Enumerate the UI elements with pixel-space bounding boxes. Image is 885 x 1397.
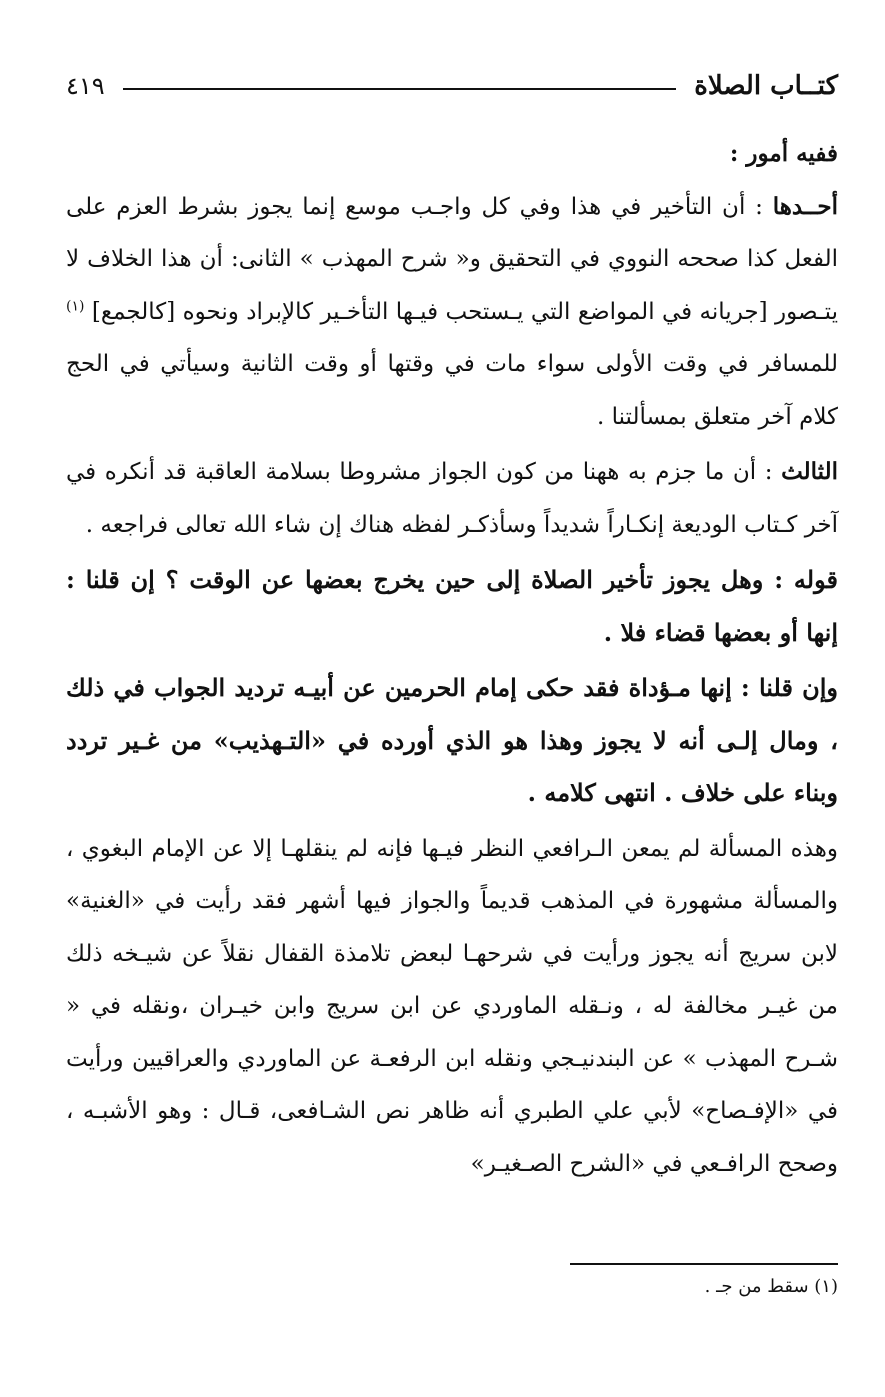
page-number: ٤١٩ bbox=[66, 72, 105, 100]
page-header bbox=[66, 66, 838, 106]
quoted-passage-two: وإن قلنا : إنها مـؤداة فقد حكى إمام الحرمين عن أبيـه ترديد الجواب في ذلك ، ومال إلـى أنه لا يجوز وهذا هو الذي أورده في «التـهذيب» من غـير تردد وبناء على خلاف . انتهى كلامه . bbox=[66, 673, 838, 807]
paragraph-first-text-a: : أن التأخير في هذا وفي كل واجـب موسع إنما يجوز بشرط العزم على الفعل كذا صححه النووي في التحقيق و« شرح المهذب » الثانى: أن هذا الخلاف لا يتـصور [جريانه في المواضع التي يـستحب فيـها التأخـير كالإبراد ونحوه [كالجمع] bbox=[66, 193, 838, 325]
header-rule bbox=[123, 88, 677, 90]
footnote: (١) سقط من جـ . bbox=[704, 1276, 838, 1297]
paragraph-first-text-b: للمسافر في وقت الأولى سواء مات في وقتها أو وقت الثانية وسيأتي في الحج كلام آخر متعلق بمسألتنا . bbox=[66, 351, 838, 430]
quoted-passage-one: قوله : وهل يجوز تأخير الصلاة إلى حين يخرج بعضها عن الوقت ؟ إن قلنا : إنها أو بعضها قضاء فلا . bbox=[66, 565, 838, 647]
commentary-paragraph: وهذه المسألة لم يمعن الـرافعي النظر فيـها فإنه لم ينقلهـا إلا عن الإمام البغوي ، والمسألة مشهورة في المذهب قديماً والجواز فيها أشهر فقد رأيت في «الغنية» لابن سريج أنه يجوز ورأيت في شرحهـا لبعض تلامذة القفال نقلاً عن شيـخه ذلك من غيـر مخالفة له ، ونـقله الماوردي عن ابن سريج وابن خيـران ،ونقله في « شـرح المهذب » عن البندنيـجي ونقله ابن الرفعـة عن الماوردي والعراقيين ورأيت في «الإفـصاح» لأبي علي الطبري أنه ظاهر نص الشـافعى، قـال : وهو الأشبـه ، وصحح الرافـعي في «الشرح الصـغيـر» bbox=[66, 835, 838, 1177]
running-title: كتــاب الصلاة bbox=[694, 71, 838, 101]
intro-heading: ففيه أمور : bbox=[729, 140, 838, 167]
paragraph-third bbox=[66, 446, 838, 551]
paragraph-first-label: أحــدها bbox=[772, 192, 838, 220]
page-body bbox=[66, 128, 838, 1190]
footnote-rule bbox=[570, 1263, 838, 1265]
footnote-marker[interactable]: (١) bbox=[66, 297, 85, 314]
paragraph-third-text: : أن ما جزم به ههنا من كون الجواز مشروطا بسلامة العاقبة قد أنكره في آخر كـتاب الوديعة إنكـاراً شديداً وسأذكـر لفظه هناك إن شاء الله تعالى فراجعه . bbox=[66, 459, 838, 538]
paragraph-third-label: الثالث bbox=[781, 458, 839, 485]
paragraph-first bbox=[66, 181, 838, 444]
